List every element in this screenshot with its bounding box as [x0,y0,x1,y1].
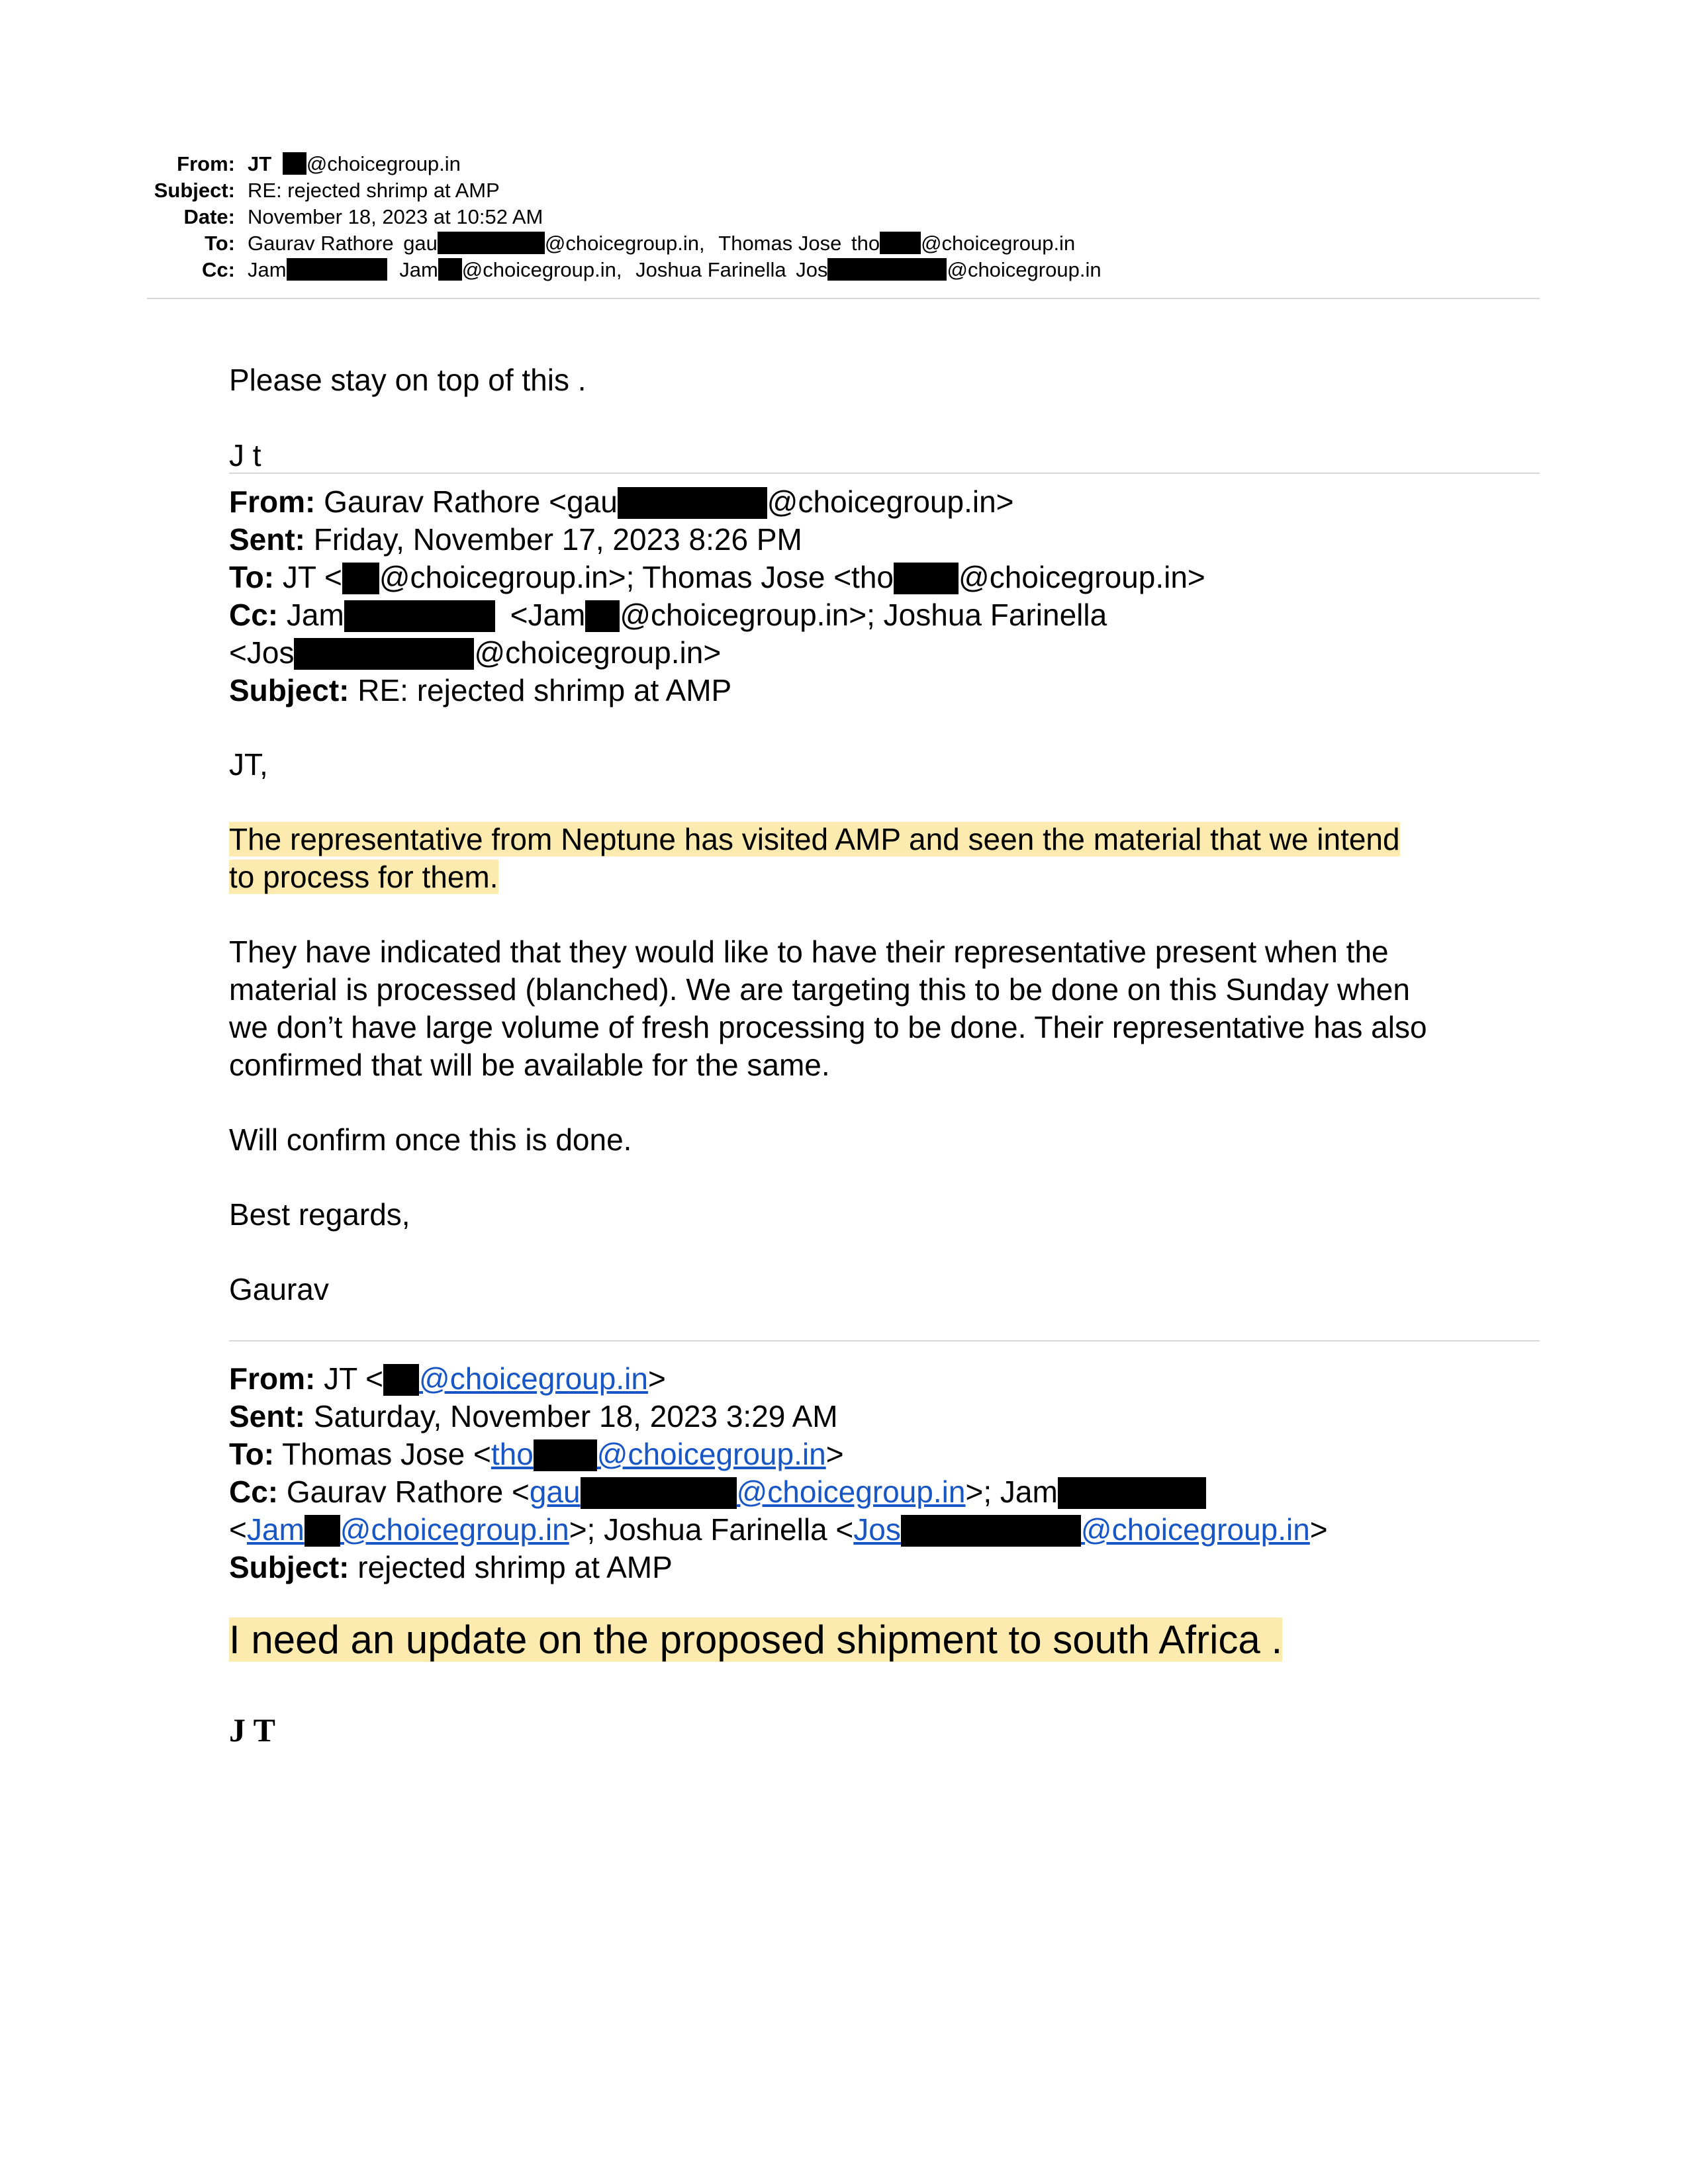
to-recipient-2-domain: @choicegroup.in [921,232,1076,255]
quoted1-paragraph-line-4: confirmed that will be available for the same. [229,1048,830,1082]
to-recipient-2-name: Thomas Jose [718,232,842,255]
redaction-bar [283,152,306,175]
quoted-divider-1 [229,473,1540,474]
quoted1-confirm: Will confirm once this is done. [229,1122,632,1157]
email-link[interactable]: @choicegroup.in [596,1437,826,1471]
redaction-bar [438,258,462,281]
cc-recipient-2-name: Joshua Farinella [635,258,786,281]
date-label: Date: [183,205,235,228]
redaction-bar [880,232,921,254]
email-link[interactable]: Jos [853,1512,901,1547]
redaction-bar [581,1477,737,1509]
quoted1-paragraph-line-1: They have indicated that they would like to have their representative present when the [229,934,1389,969]
quoted2-signature: J T [229,1711,275,1749]
redaction-bar [342,563,379,594]
quoted1-highlight-line-1: The representative from Neptune has visited AMP and seen the material that we intend [229,822,1400,856]
from-name: JT [248,152,272,175]
email-link[interactable]: tho [491,1437,534,1471]
cc-label: Cc: [202,258,235,281]
quoted1-to: To: JT < @choicegroup.in>; Thomas Jose <tho @choicegroup.in> [229,560,1205,594]
redaction-bar [305,1515,340,1547]
cc-recipient-1-name: Jam [248,258,287,281]
redaction-bar [827,258,947,281]
to-recipient-2-prefix: tho [851,232,880,255]
redaction-bar [294,638,474,670]
quoted2-subject: Subject: rejected shrimp at AMP [229,1550,673,1584]
redaction-bar [287,258,387,281]
from-label: From: [177,152,235,175]
reply-line: Please stay on top of this . [229,363,586,397]
quoted2-from: From: JT < @choicegroup.in> [229,1361,666,1396]
email-link[interactable]: @choicegroup.in [1080,1512,1310,1547]
to-recipient-1-prefix: gau [403,232,438,255]
redaction-bar [534,1439,597,1471]
quoted-divider-2 [229,1340,1540,1342]
redaction-bar [618,487,767,519]
quoted1-paragraph-line-3: we don’t have large volume of fresh processing to be done. Their representative has also [229,1010,1427,1044]
email-link[interactable]: Jam [246,1512,305,1547]
to-recipient-1-domain: @choicegroup.in, [544,232,705,255]
subject-label: Subject: [154,179,235,202]
quoted1-sent: Sent: Friday, November 17, 2023 8:26 PM [229,522,802,557]
quoted1-closing: Best regards, [229,1197,410,1232]
quoted1-greeting: JT, [229,747,268,782]
redaction-bar [1058,1477,1206,1509]
email-link[interactable]: @choicegroup.in [736,1475,966,1509]
quoted2-to: To: Thomas Jose <tho @choicegroup.in> [229,1437,844,1471]
from-domain: @choicegroup.in [306,152,461,175]
quoted1-cc-continued: <Jos @choicegroup.in> [229,635,722,670]
reply-signature: J t [229,438,261,473]
header-divider [147,298,1540,299]
redaction-bar [438,232,545,254]
cc-recipient-1-domain: @choicegroup.in, [461,258,622,281]
email-link[interactable]: @choicegroup.in [340,1512,569,1547]
email-link[interactable]: @choicegroup.in [419,1361,648,1396]
cc-recipient-2-prefix: Jos [796,258,828,281]
quoted1-highlight-line-2: to process for them. [229,860,498,894]
quoted2-cc: Cc: Gaurav Rathore <gau @choicegroup.in>; Jam [229,1473,1206,1511]
quoted1-paragraph-line-2: material is processed (blanched). We are targeting this to be done on this Sunday when [229,972,1410,1007]
cc-recipient-1-prefix: Jam [399,258,438,281]
quoted1-subject: Subject: RE: rejected shrimp at AMP [229,673,732,707]
date-value: November 18, 2023 at 10:52 AM [248,205,543,228]
cc-recipient-2-domain: @choicegroup.in [947,258,1102,281]
to-label: To: [205,232,235,255]
subject-value: RE: rejected shrimp at AMP [248,179,500,202]
quoted2-cc-continued: <Jam @choicegroup.in>; Joshua Farinella <Jos @choicegroup.in> [229,1512,1328,1547]
redaction-bar [585,600,620,632]
quoted1-cc: Cc: Jam <Jam @choicegroup.in>; Joshua Farinella [229,598,1107,632]
quoted1-from: From: Gaurav Rathore <gau @choicegroup.in> [229,484,1014,519]
redaction-bar [894,563,959,594]
to-recipient-1-name: Gaurav Rathore [248,232,394,255]
redaction-bar [901,1515,1081,1547]
quoted2-message: I need an update on the proposed shipment to south Africa . [229,1617,1283,1662]
email-link[interactable]: gau [529,1475,581,1509]
redaction-bar [383,1364,419,1396]
quoted2-sent: Sent: Saturday, November 18, 2023 3:29 AM [229,1399,838,1433]
quoted1-name: Gaurav [229,1272,329,1306]
redaction-bar [344,600,495,632]
